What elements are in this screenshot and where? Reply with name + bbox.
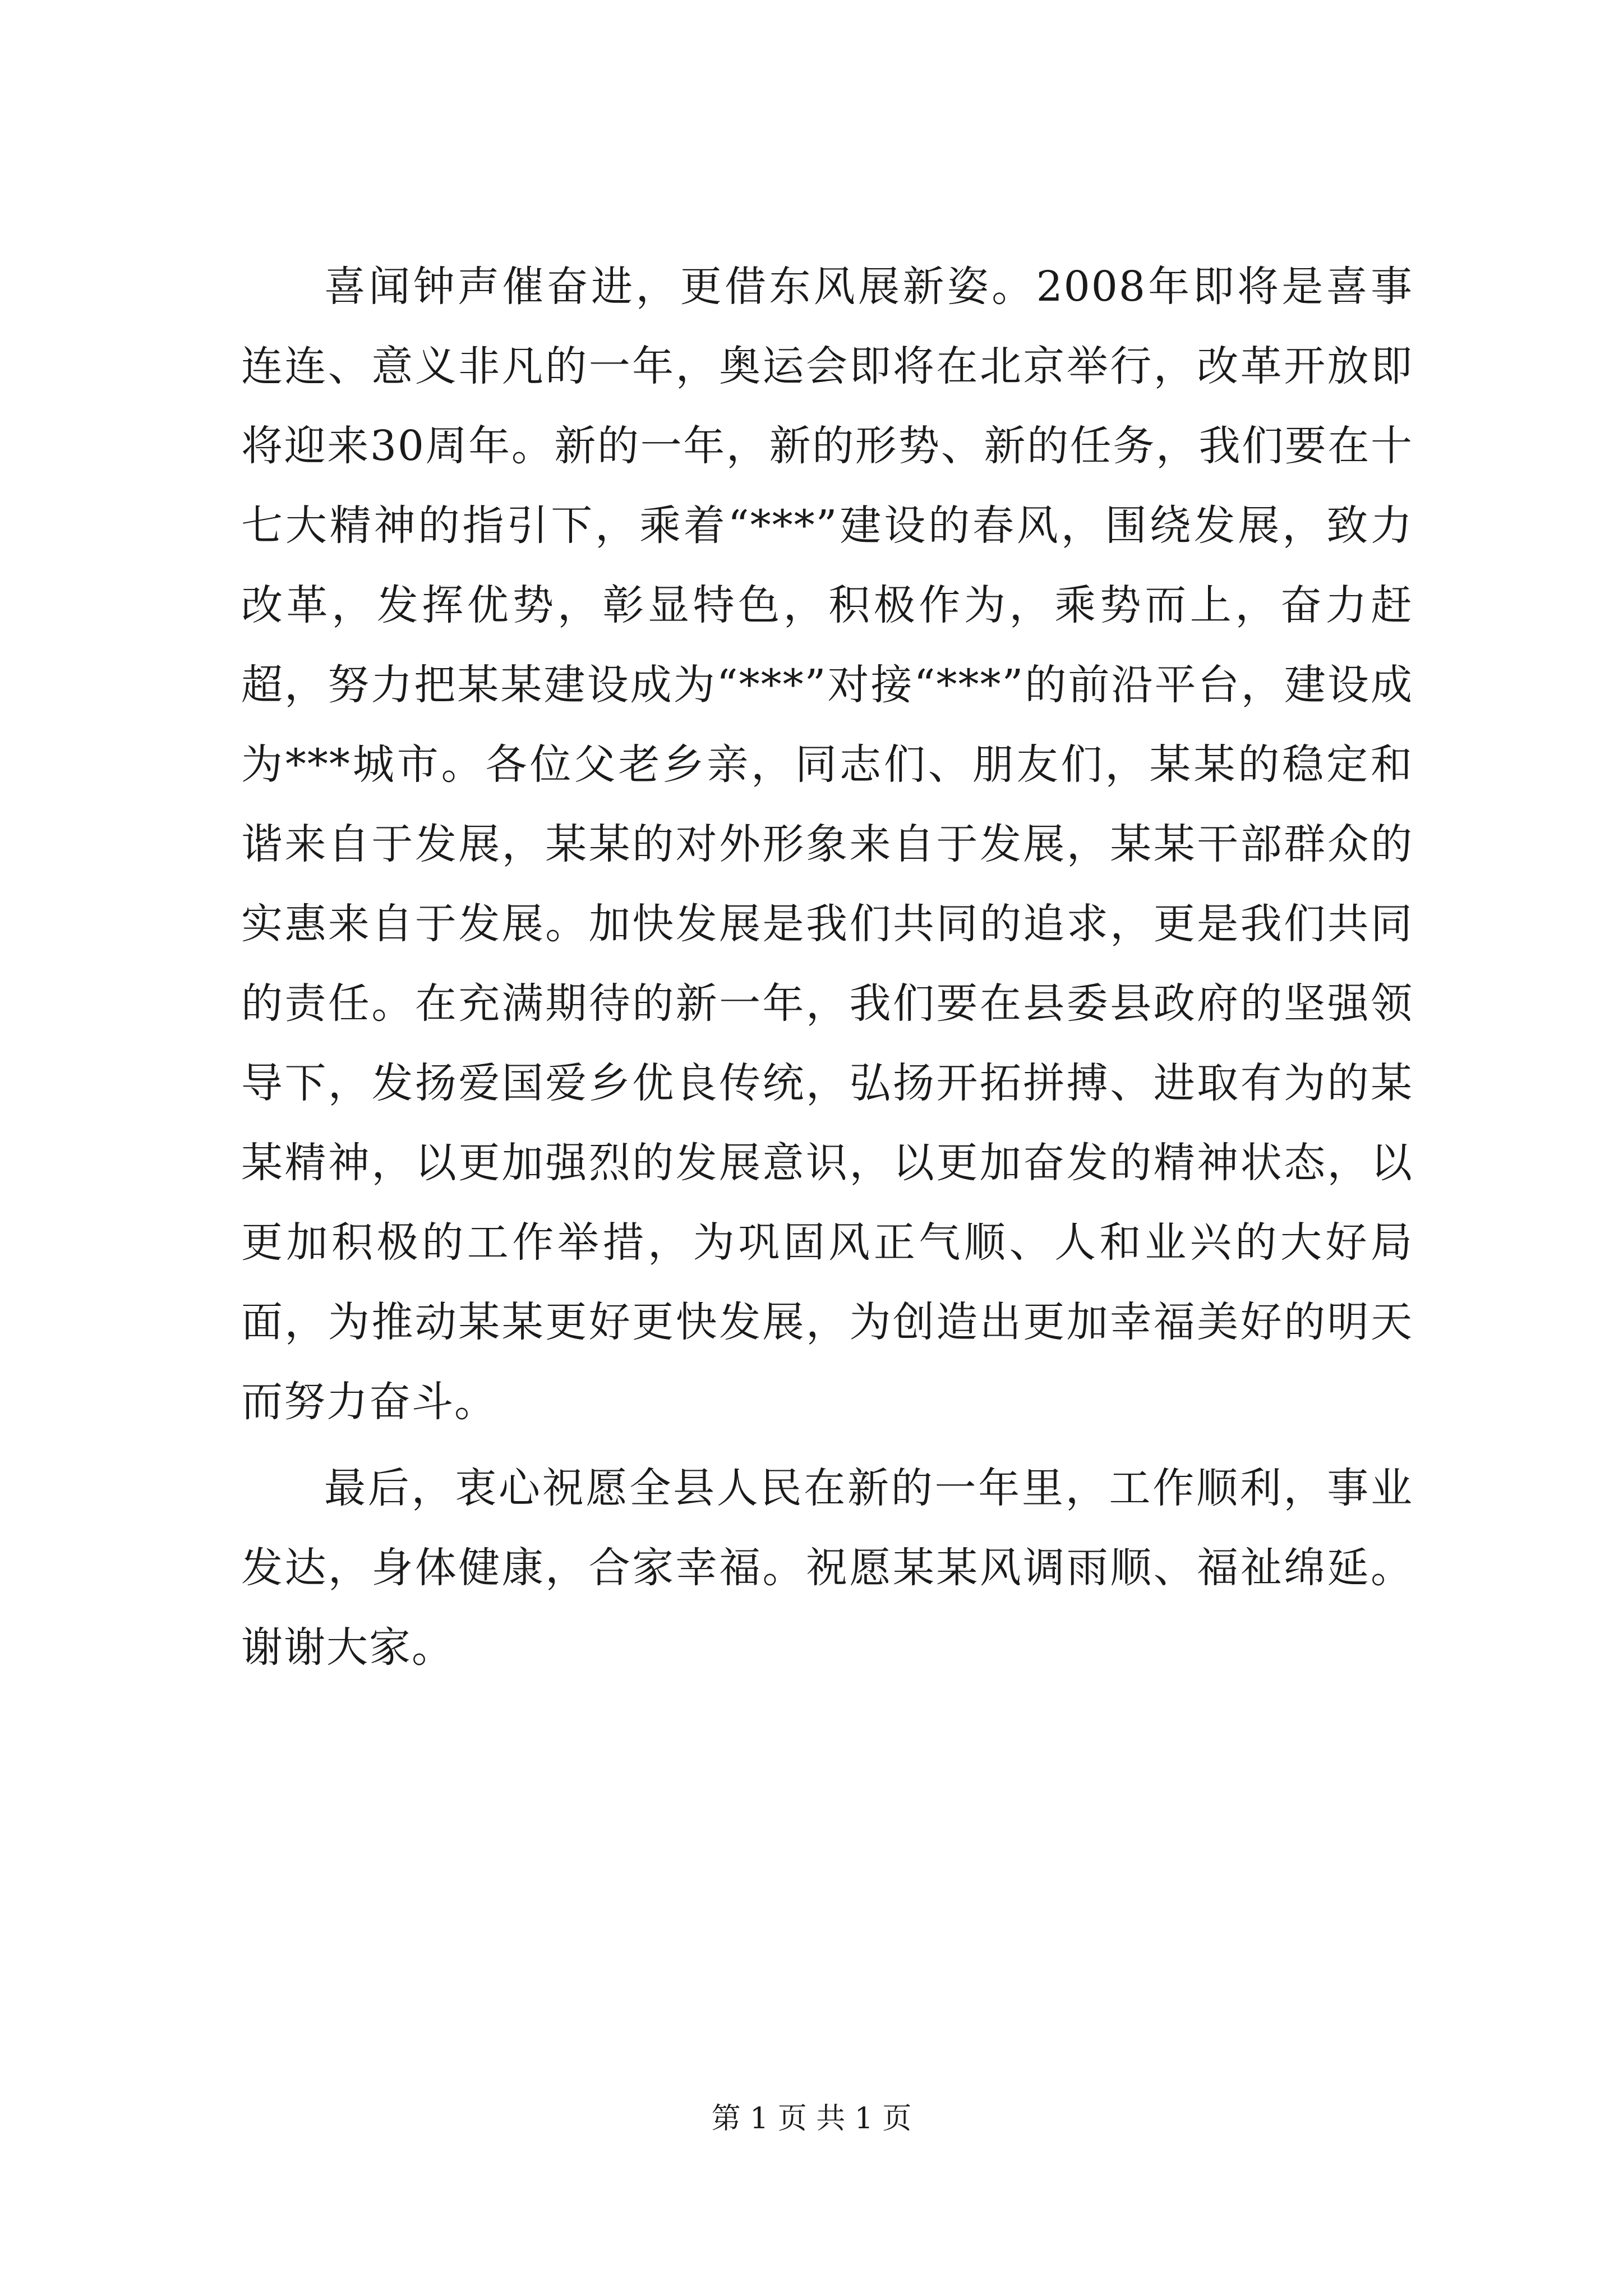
page-footer: 第 1 页 共 1 页 [711,2102,912,2136]
paragraph-body: 喜闻钟声催奋进，更借东风展新姿。2008年即将是喜事连连、意义非凡的一年，奥运会即将在北京举行，改革开放即将迎来30周年。新的一年，新的形势、新的任务，我们要在十七大精神的指引下，乘着“***”建设的春风，围绕发展，致力改革，发挥优势，彰显特色，积极作为，乘势而上，奋力赶超，努力把某某建设成为“***”对接“***”的前沿平台，建设成为***城市。各位父老乡亲，同志们、朋友们，某某的稳定和谐来自于发展，某某的对外形象来自于发展，某某干部群众的实惠来自于发展。加快发展是我们共同的追求，更是我们共同的责任。在充满期待的新一年，我们要在县委县政府的坚强领导下，发扬爱国爱乡优良传统，弘扬开拓拼搏、进取有为的某某精神，以更加强烈的发展意识，以更加奋发的精神状态，以更加积极的工作举措，为巩固风正气顺、人和业兴的大好局面，为推动某某更好更快发展，为创造出更加幸福美好的明天而努力奋斗。 [241,263,1413,1426]
document-body [241,247,1413,1687]
paragraph-closing: 最后，衷心祝愿全县人民在新的一年里，工作顺利，事业发达，身体健康，合家幸福。祝愿某某风调雨顺、福祉绵延。谢谢大家。 [241,1464,1413,1672]
